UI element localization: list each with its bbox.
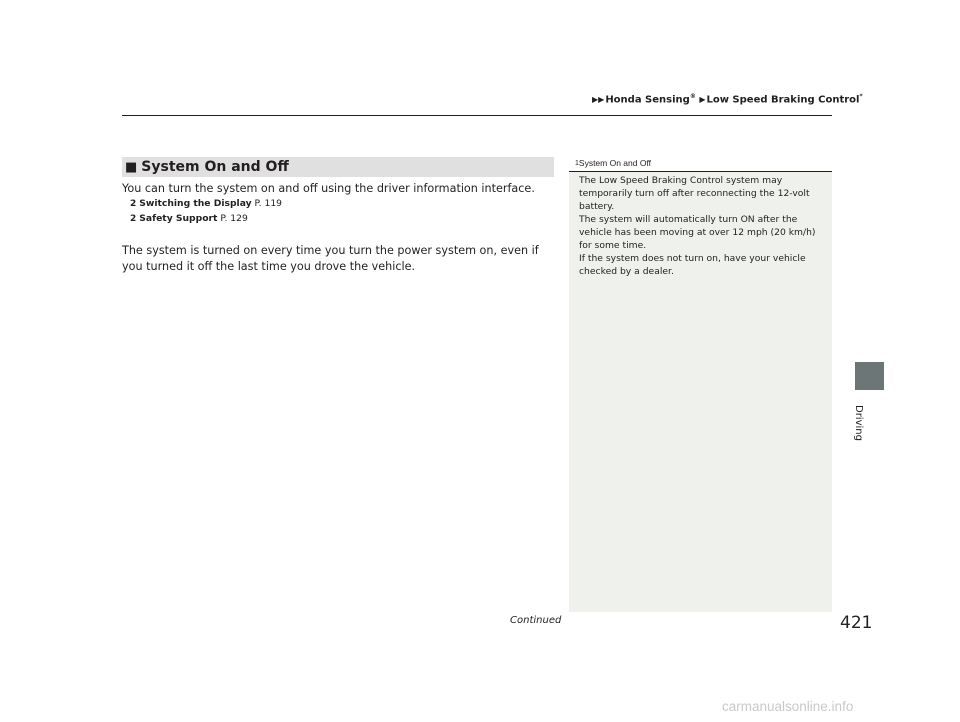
watermark: carmanualsonline.info bbox=[722, 699, 854, 714]
xref-title: Safety Support bbox=[139, 213, 218, 224]
triangle-icon: ▶▶ bbox=[592, 95, 605, 105]
registered-mark: ® bbox=[689, 93, 696, 100]
xref-switching-display[interactable] bbox=[130, 198, 282, 209]
reference-arrow-icon: 2 bbox=[130, 214, 137, 224]
continued-label: Continued bbox=[510, 615, 562, 626]
reference-arrow-icon: 2 bbox=[130, 199, 137, 209]
square-bullet-icon: ■ bbox=[125, 159, 138, 175]
xref-page: P. 129 bbox=[220, 213, 248, 224]
sidebar-line: If the system does not turn on, have your vehicle checked by a dealer. bbox=[579, 253, 806, 277]
section-header bbox=[122, 157, 554, 177]
sidebar-note bbox=[569, 156, 832, 612]
breadcrumb-item-honda-sensing[interactable]: Honda Sensing bbox=[605, 94, 690, 106]
section-title: System On and Off bbox=[141, 159, 289, 175]
header-rule bbox=[122, 115, 832, 116]
xref-page: P. 119 bbox=[254, 198, 283, 209]
paragraph-2: The system is turned on every time you turn the power system on, even if you turned it off the last time you drove the vehicle. bbox=[122, 244, 539, 273]
note-number: 1 bbox=[575, 160, 579, 167]
sidebar-title: 1System On and Off bbox=[575, 158, 652, 168]
page-number: 421 bbox=[840, 613, 873, 633]
sidebar-text bbox=[579, 174, 825, 278]
asterisk: * bbox=[859, 93, 863, 100]
chapter-tab[interactable] bbox=[855, 362, 884, 390]
paragraph-1: You can turn the system on and off using the driver information interface. bbox=[122, 182, 535, 195]
breadcrumb bbox=[592, 93, 863, 105]
chapter-tab-label: Driving bbox=[853, 405, 864, 441]
breadcrumb-item-low-speed-braking[interactable]: Low Speed Braking Control bbox=[706, 94, 860, 106]
triangle-icon: ▶ bbox=[699, 95, 706, 105]
xref-title: Switching the Display bbox=[139, 198, 252, 209]
sidebar-line: The Low Speed Braking Control system may temporarily turn off after reconnecting the 12-volt battery. bbox=[579, 175, 810, 212]
sidebar-line: The system will automatically turn ON after the vehicle has been moving at over 12 mph (20 km/h) for some time. bbox=[579, 214, 816, 251]
xref-safety-support[interactable] bbox=[130, 213, 248, 224]
